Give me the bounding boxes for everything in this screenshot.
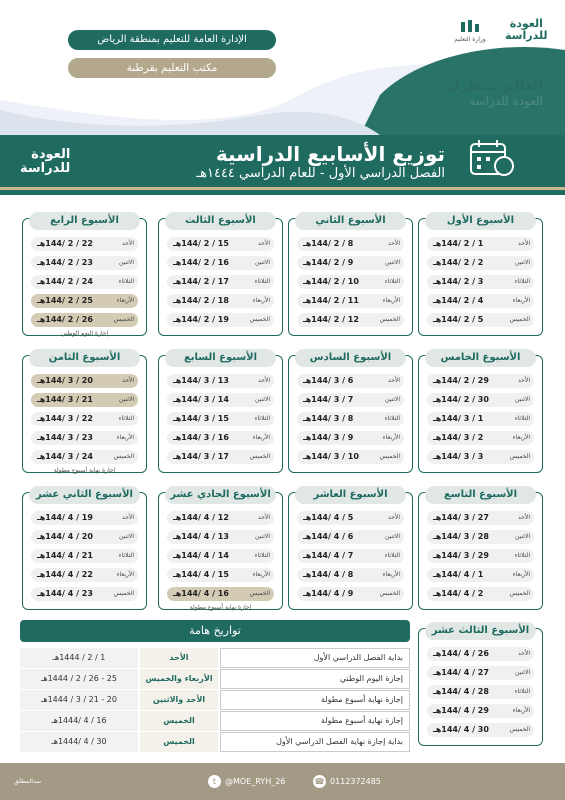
week-day-row [167,275,274,289]
event-date: 30 / 4 /1444هـ [20,732,138,752]
week-day-row [427,450,534,464]
week-day-row [297,374,404,388]
week-day-row [31,511,138,525]
day-date: 21 / 3 /144هـ [37,395,93,404]
day-date: 16 / 4 /144هـ [173,589,229,598]
week-day-row [297,412,404,426]
week-day-row [427,393,534,407]
day-name: الثلاثاء [118,415,134,422]
week-day-row [167,568,274,582]
day-date: 24 / 2 /144هـ [37,277,93,286]
day-name: الاثنين [255,259,270,266]
day-date: 17 / 3 /144هـ [173,452,229,461]
day-date: 16 / 2 /144هـ [173,258,229,267]
week-day-row [167,294,274,308]
week-title: الأسبوع السابع [165,349,276,367]
day-name: الأحد [388,514,400,521]
day-name: الأحد [518,514,530,521]
week-title: الأسبوع الرابع [29,212,140,230]
world-awaits-text [447,78,543,108]
day-date: 18 / 2 /144هـ [173,296,229,305]
day-date: 6 / 4 /144هـ [303,532,354,541]
world-line-1: العالم ينتظرك [446,78,543,94]
week-day-row [427,275,534,289]
ministry-label: وزارة التعليم [454,36,486,43]
day-date: 26 / 2 /144هـ [37,315,93,324]
event-label: بداية الفصل الدراسي الأول [220,648,410,668]
day-name: الثلاثاء [118,278,134,285]
week-day-row [167,530,274,544]
day-name: الخميس [249,453,270,460]
week-day-row [427,723,534,737]
day-name: الخميس [249,590,270,597]
week-title: الأسبوع الثالث [165,212,276,230]
day-date: 23 / 2 /144هـ [37,258,93,267]
week-note: إجازة نهاية أسبوع مطولة [53,467,116,474]
day-name: الاثنين [515,259,530,266]
day-date: 14 / 4 /144هـ [173,551,229,560]
day-date: 28 / 3 /144هـ [433,532,489,541]
day-date: 24 / 3 /144هـ [37,452,93,461]
office-label: مكتب التعليم بقرطبة [68,58,276,78]
phone-icon: ☎ [314,777,325,786]
day-name: الثلاثاء [254,415,270,422]
back-to-school-logo-left [20,148,70,176]
event-day: الأحد والاثنين [140,690,218,710]
event-date: 25 - 26 / 2 / 1444هـ [20,669,138,689]
day-name: الأربعاء [382,297,400,304]
week-title: الأسبوع الثالث عشر [425,622,536,640]
day-date: 3 / 2 /144هـ [433,277,484,286]
important-dates-title: تواريخ هامة [20,620,410,642]
day-name: الأربعاء [252,297,270,304]
day-name: الأربعاء [512,297,530,304]
day-name: الأحد [122,240,134,247]
day-date: 16 / 3 /144هـ [173,433,229,442]
day-name: الثلاثاء [384,278,400,285]
week-day-row [167,549,274,563]
week-day-row [297,256,404,270]
week-day-row [297,549,404,563]
day-date: 14 / 3 /144هـ [173,395,229,404]
event-day: الأربعاء والخميس [140,669,218,689]
day-name: الثلاثاء [384,552,400,559]
logo-left-line-1: العودة [31,147,71,162]
week-day-row [167,374,274,388]
day-date: 2 / 2 /144هـ [433,258,484,267]
day-name: الثلاثاء [384,415,400,422]
day-date: 21 / 4 /144هـ [37,551,93,560]
week-title: الأسبوع الحادي عشر [165,486,276,504]
day-date: 19 / 2 /144هـ [173,315,229,324]
day-name: الخميس [509,453,530,460]
week-day-row [297,237,404,251]
week-day-row [427,294,534,308]
day-name: الأحد [258,240,270,247]
day-name: الثلاثاء [254,552,270,559]
day-date: 12 / 4 /144هـ [173,513,229,522]
week-card [288,352,413,473]
week-card [158,489,283,611]
event-day: الأحد [140,648,218,668]
week-day-row [167,256,274,270]
day-name: الخميس [509,726,530,733]
day-date: 7 / 4 /144هـ [303,551,354,560]
day-date: 4 / 2 /144هـ [433,296,484,305]
day-date: 25 / 2 /144هـ [37,296,93,305]
day-name: الخميس [509,316,530,323]
week-title: الأسبوع الثاني [295,212,406,230]
week-day-row [297,587,404,601]
week-title: الأسبوع الثامن [29,349,140,367]
day-date: 10 / 2 /144هـ [303,277,359,286]
week-card [158,352,283,473]
week-day-row [427,549,534,563]
day-name: الاثنين [255,533,270,540]
day-date: 15 / 4 /144هـ [173,570,229,579]
week-day-row [167,511,274,525]
event-label: إجازة نهاية أسبوع مطولة [220,690,410,710]
day-name: الثلاثاء [254,278,270,285]
event-day: الخميس [140,732,218,752]
ministry-emblem-icon [459,20,481,34]
day-date: 19 / 4 /144هـ [37,513,93,522]
day-date: 9 / 4 /144هـ [303,589,354,598]
day-name: الأحد [388,377,400,384]
day-name: الأحد [258,514,270,521]
ministry-logo [440,20,500,48]
week-day-row [427,412,534,426]
day-name: الثلاثاء [514,552,530,559]
day-date: 28 / 4 /144هـ [433,687,489,696]
week-day-row [427,256,534,270]
day-name: الأحد [122,377,134,384]
week-day-row [167,393,274,407]
day-name: الأحد [388,240,400,247]
week-card [418,352,543,473]
day-date: 23 / 3 /144هـ [37,433,93,442]
logo-line-1: العودة [509,17,543,30]
week-title: الأسبوع العاشر [295,486,406,504]
week-card [22,215,147,337]
day-name: الأربعاء [116,297,134,304]
day-name: الأحد [518,240,530,247]
week-day-row [31,431,138,445]
logo-left-line-2: للدراسة [20,161,71,176]
day-name: الثلاثاء [118,552,134,559]
week-card [418,625,543,746]
week-day-row [31,412,138,426]
day-name: الاثنين [515,669,530,676]
day-date: 26 / 4 /144هـ [433,649,489,658]
week-day-row [427,530,534,544]
day-date: 2 / 3 /144هـ [433,433,484,442]
page-footer [0,763,565,800]
week-day-row [31,450,138,464]
week-day-row [427,374,534,388]
back-to-school-logo [505,18,548,42]
gold-divider [0,187,565,190]
day-date: 15 / 3 /144هـ [173,414,229,423]
day-name: الاثنين [119,533,134,540]
important-date-row [20,690,410,710]
day-date: 1 / 3 /144هـ [433,414,484,423]
week-day-row [427,511,534,525]
week-day-row [297,530,404,544]
page-title: توزيع الأسابيع الدراسية [215,142,445,166]
day-name: الخميس [379,453,400,460]
day-date: 17 / 2 /144هـ [173,277,229,286]
day-date: 8 / 3 /144هـ [303,414,354,423]
week-note: إجازة اليوم الوطني [60,330,109,337]
day-name: الاثنين [385,396,400,403]
day-date: 13 / 4 /144هـ [173,532,229,541]
week-day-row [427,587,534,601]
day-name: الخميس [379,590,400,597]
day-name: الأربعاء [252,571,270,578]
day-name: الأحد [258,377,270,384]
day-name: الثلاثاء [514,278,530,285]
event-date: 16 / 4 /1444هـ [20,711,138,731]
day-date: 9 / 3 /144هـ [303,433,354,442]
day-name: الأحد [122,514,134,521]
event-day: الخميس [140,711,218,731]
day-name: الأحد [518,650,530,657]
week-day-row [297,313,404,327]
day-date: 29 / 4 /144هـ [433,706,489,715]
week-card [22,352,147,474]
week-day-row [297,275,404,289]
day-date: 11 / 2 /144هـ [303,296,359,305]
event-label: بداية إجازة نهاية الفصل الدراسي الأول [220,732,410,752]
week-day-row [31,568,138,582]
week-title: الأسبوع السادس [295,349,406,367]
day-date: 29 / 3 /144هـ [433,551,489,560]
day-name: الأربعاء [512,434,530,441]
week-card [288,489,413,610]
day-date: 22 / 4 /144هـ [37,570,93,579]
day-name: الاثنين [119,259,134,266]
day-date: 20 / 4 /144هـ [37,532,93,541]
day-name: الخميس [113,453,134,460]
week-day-row [297,294,404,308]
week-day-row [31,374,138,388]
week-day-row [31,275,138,289]
week-day-row [31,587,138,601]
day-date: 3 / 3 /144هـ [433,452,484,461]
day-name: الخميس [113,590,134,597]
week-day-row [427,704,534,718]
week-day-row [167,237,274,251]
important-date-row [20,648,410,668]
day-name: الخميس [249,316,270,323]
week-day-row [427,568,534,582]
day-date: 12 / 2 /144هـ [303,315,359,324]
twitter-icon: t [208,775,221,788]
footer-handle: @MOE_RYH_26 [225,777,286,786]
day-date: 20 / 3 /144هـ [37,376,93,385]
day-date: 1 / 4 /144هـ [433,570,484,579]
week-day-row [31,530,138,544]
week-day-row [31,393,138,407]
day-name: الاثنين [385,533,400,540]
week-card [418,489,543,610]
week-day-row [31,237,138,251]
day-date: 30 / 2 /144هـ [433,395,489,404]
day-date: 10 / 3 /144هـ [303,452,359,461]
day-date: 2 / 4 /144هـ [433,589,484,598]
day-date: 5 / 2 /144هـ [433,315,484,324]
day-name: الاثنين [255,396,270,403]
day-name: الأحد [518,377,530,384]
day-name: الأربعاء [116,434,134,441]
day-name: الأربعاء [252,434,270,441]
page-header [0,0,565,135]
day-name: الثلاثاء [514,415,530,422]
week-card [22,489,147,610]
day-name: الأربعاء [512,571,530,578]
day-name: الأربعاء [512,707,530,714]
week-day-row [31,294,138,308]
calendar-icon [468,138,516,178]
day-date: 27 / 3 /144هـ [433,513,489,522]
week-day-row [167,412,274,426]
week-day-row [427,647,534,661]
day-name: الاثنين [515,533,530,540]
week-day-row [297,511,404,525]
day-date: 8 / 2 /144هـ [303,239,354,248]
day-date: 15 / 2 /144هـ [173,239,229,248]
logo-line-2: للدراسة [505,29,548,42]
week-day-row [427,685,534,699]
admin-label: الإدارة العامة للتعليم بمنطقة الرياض [68,30,276,50]
week-day-row [427,313,534,327]
week-day-row [167,587,274,601]
week-title: الأسبوع الثاني عشر [29,486,140,504]
footer-credit: سدالمطلق [14,778,42,785]
day-date: 22 / 3 /144هـ [37,414,93,423]
day-date: 1 / 2 /144هـ [433,239,484,248]
day-date: 5 / 4 /144هـ [303,513,354,522]
important-dates-table [20,620,410,752]
day-date: 22 / 2 /144هـ [37,239,93,248]
day-date: 6 / 3 /144هـ [303,376,354,385]
day-date: 29 / 2 /144هـ [433,376,489,385]
day-name: الأربعاء [382,571,400,578]
week-title: الأسبوع الأول [425,212,536,230]
day-date: 23 / 4 /144هـ [37,589,93,598]
day-date: 13 / 3 /144هـ [173,376,229,385]
important-date-row [20,669,410,689]
day-name: الاثنين [385,259,400,266]
week-note: إجازة نهاية أسبوع مطولة [189,604,252,611]
footer-phone: 0112372485 [330,777,381,786]
week-day-row [31,256,138,270]
week-day-row [31,313,138,327]
day-name: الأربعاء [382,434,400,441]
week-day-row [427,666,534,680]
day-name: الثلاثاء [514,688,530,695]
event-date: 20 - 21 / 3 / 1444هـ [20,690,138,710]
important-date-row [20,711,410,731]
page-subtitle: الفصل الدراسي الأول - للعام الدراسي ١٤٤٤هـ [196,166,445,181]
week-day-row [297,431,404,445]
week-day-row [167,431,274,445]
day-name: الاثنين [515,396,530,403]
week-day-row [167,313,274,327]
week-card [288,215,413,336]
week-day-row [427,431,534,445]
event-label: إجازة اليوم الوطني [220,669,410,689]
week-day-row [31,549,138,563]
day-date: 9 / 2 /144هـ [303,258,354,267]
day-name: الخميس [379,316,400,323]
week-day-row [297,450,404,464]
important-date-row [20,732,410,752]
day-name: الأربعاء [116,571,134,578]
event-date: 1 / 2 / 1444هـ [20,648,138,668]
week-day-row [167,450,274,464]
world-line-2: العودة للدراسة [469,94,543,108]
week-day-row [297,568,404,582]
day-date: 30 / 4 /144هـ [433,725,489,734]
week-card [158,215,283,336]
day-name: الاثنين [119,396,134,403]
week-title: الأسبوع الخامس [425,349,536,367]
day-date: 8 / 4 /144هـ [303,570,354,579]
week-card [418,215,543,336]
event-label: إجازة نهاية أسبوع مطولة [220,711,410,731]
day-name: الخميس [509,590,530,597]
week-title: الأسبوع التاسع [425,486,536,504]
week-day-row [297,393,404,407]
week-day-row [427,237,534,251]
day-name: الخميس [113,316,134,323]
day-date: 7 / 3 /144هـ [303,395,354,404]
day-date: 27 / 4 /144هـ [433,668,489,677]
